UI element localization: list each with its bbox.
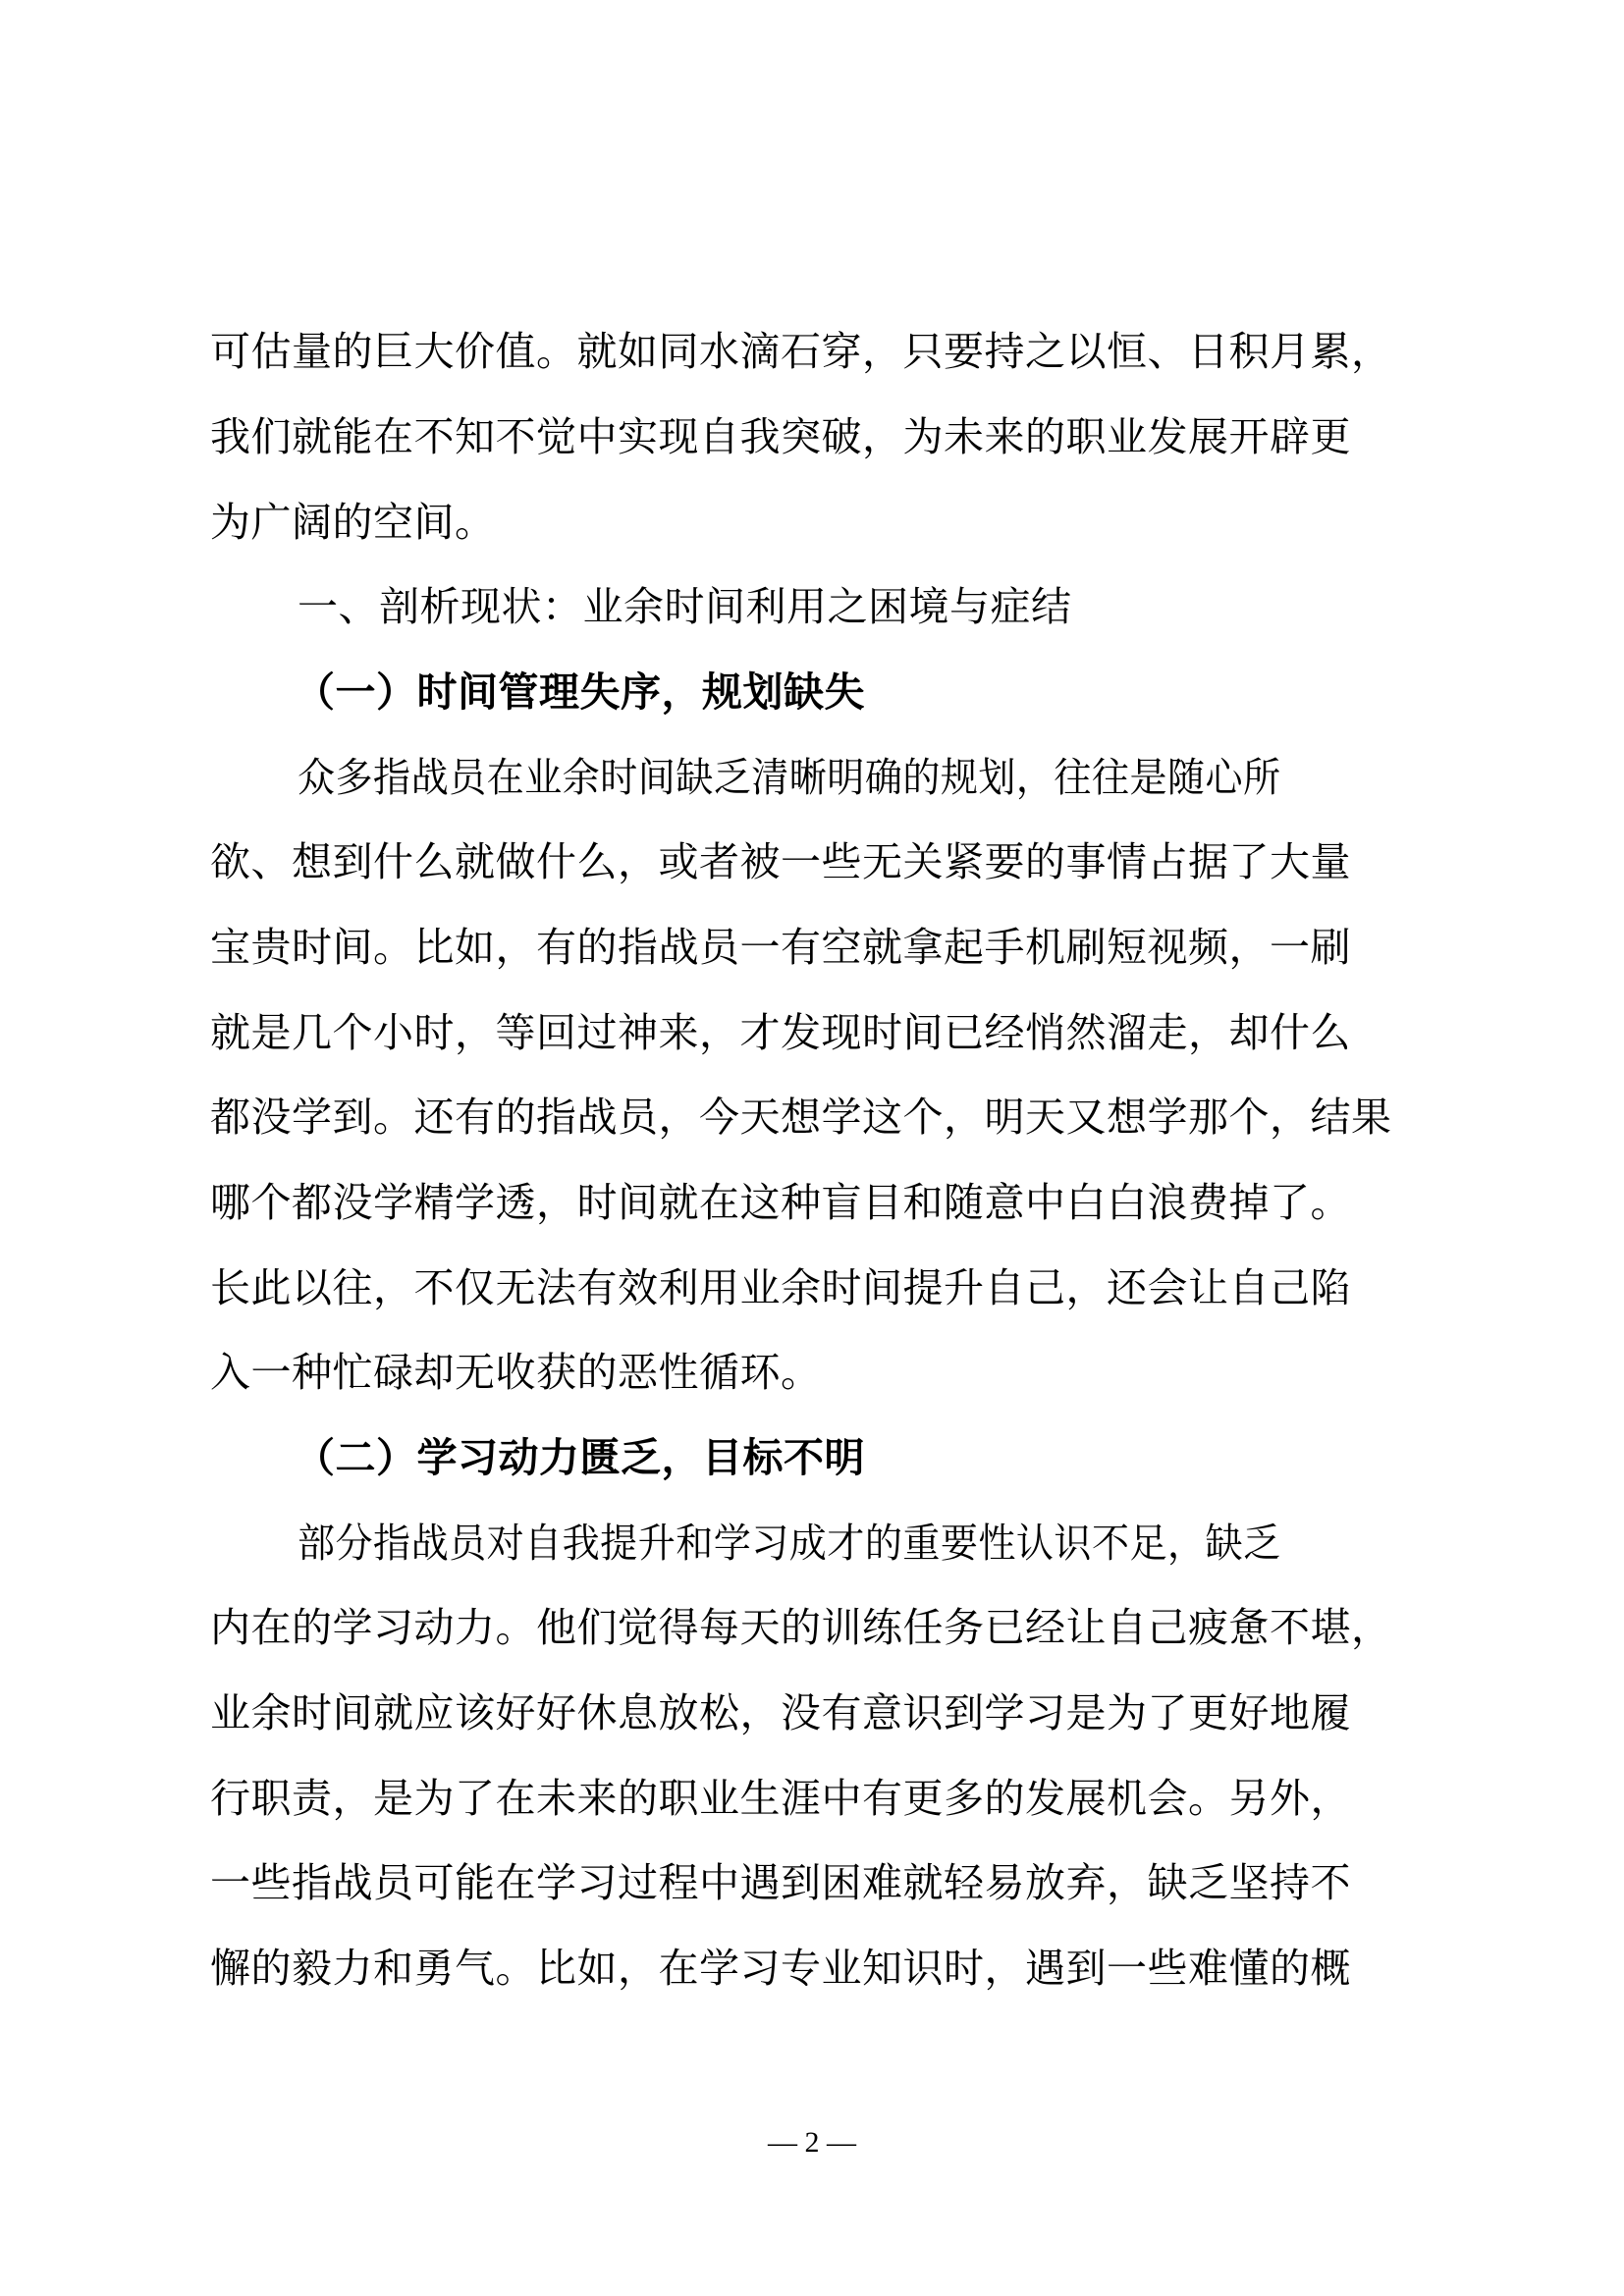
section-heading: 一、剖析现状：业余时间利用之困境与症结 <box>298 583 1072 630</box>
text-line: 就是几个小时，等回过神来，才发现时间已经悄然溜走，却什么 <box>210 1009 1351 1056</box>
text-line: 欲、想到什么就做什么，或者被一些无关紧要的事情占据了大量 <box>210 838 1351 885</box>
text-line: 为广阔的空间。 <box>210 499 496 546</box>
text-line: 内在的学习动力。他们觉得每天的训练任务已经让自己疲惫不堪， <box>210 1604 1392 1651</box>
text-line: 懈的毅力和勇气。比如，在学习专业知识时，遇到一些难懂的概 <box>210 1945 1351 1992</box>
page-number: — 2 — <box>768 2126 856 2159</box>
text-line: 我们就能在不知不觉中实现自我突破，为未来的职业发展开辟更 <box>210 413 1351 460</box>
text-line: 宝贵时间。比如，有的指战员一有空就拿起手机刷短视频，一刷 <box>210 924 1351 971</box>
text-line: 业余时间就应该好好休息放松，没有意识到学习是为了更好地履 <box>210 1689 1351 1736</box>
text-line: 哪个都没学精学透，时间就在这种盲目和随意中白白浪费掉了。 <box>210 1179 1351 1226</box>
subsection-heading: （一）时间管理失序，规划缺失 <box>295 668 865 716</box>
text-line: 可估量的巨大价值。就如同水滴石穿，只要持之以恒、日积月累， <box>210 328 1392 375</box>
text-line: 入一种忙碌却无收获的恶性循环。 <box>210 1349 822 1396</box>
text-line: 行职责，是为了在未来的职业生涯中有更多的发展机会。另外， <box>210 1775 1351 1822</box>
subsection-heading: （二）学习动力匮乏，目标不明 <box>295 1434 865 1481</box>
text-line: 长此以往，不仅无法有效利用业余时间提升自己，还会让自己陷 <box>210 1264 1351 1311</box>
text-line: 一些指战员可能在学习过程中遇到困难就轻易放弃，缺乏坚持不 <box>210 1859 1351 1906</box>
text-line: 部分指战员对自我提升和学习成才的重要性认识不足，缺乏 <box>298 1520 1281 1567</box>
text-line: 都没学到。还有的指战员，今天想学这个，明天又想学那个，结果 <box>210 1094 1392 1141</box>
text-line: 众多指战员在业余时间缺乏清晰明确的规划，往往是随心所 <box>298 754 1281 801</box>
